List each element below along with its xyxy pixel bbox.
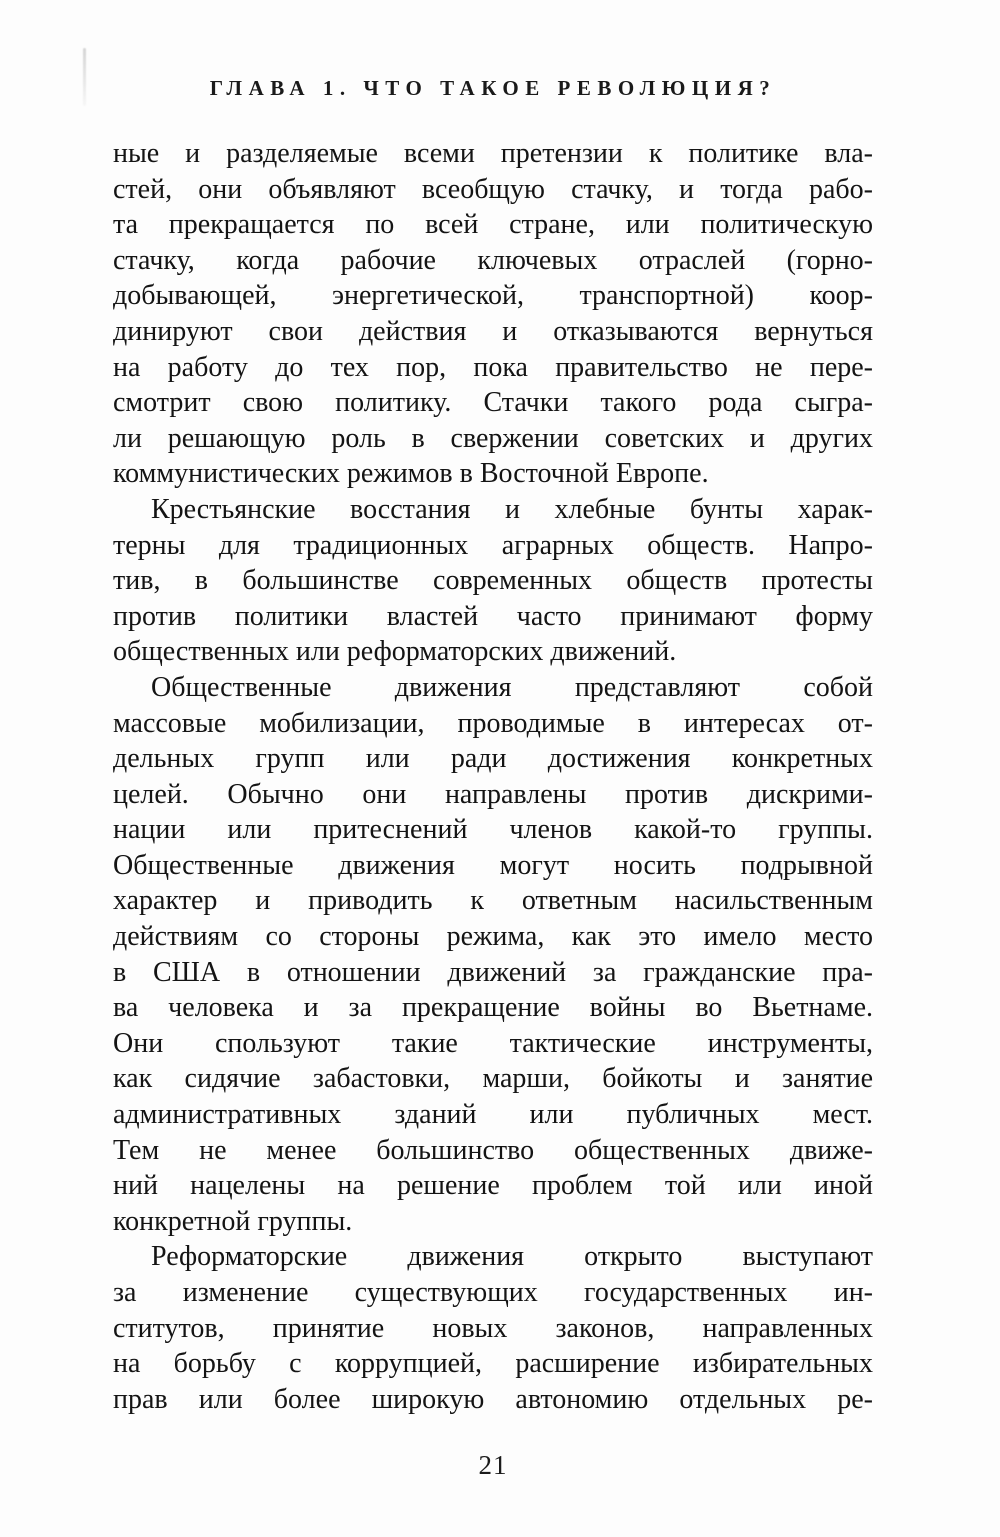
text-line: действиям со стороны режима, как это имело место (113, 921, 873, 953)
chapter-running-head: ГЛАВА 1. ЧТО ТАКОЕ РЕВОЛЮЦИЯ? (209, 76, 777, 100)
text-line: ли решающую роль в свержении советских и других (113, 422, 873, 454)
text-line: стей, они объявляют всеобщую стачку, и тогда рабо- (113, 173, 873, 205)
page-number: 21 (478, 1450, 508, 1480)
text-line: Общественные движения представляют собой (151, 671, 873, 703)
text-line: на работу до тех пор, пока правительство не пере- (113, 351, 873, 383)
text-line: ва человека и за прекращение войны во Вьетнаме. (113, 992, 873, 1024)
text-line: в США в отношении движений за гражданские пра- (113, 956, 873, 988)
text-line: Общественные движения могут носить подрывной (113, 849, 873, 881)
text-line: Крестьянские восстания и хлебные бунты харак- (151, 493, 873, 525)
text-line: ний нацелены на решение проблем той или иной (113, 1170, 873, 1202)
text-line: характер и приводить к ответным насильственным (113, 885, 873, 917)
text-line: Они спользуют такие тактические инструменты, (113, 1027, 873, 1059)
text-line: тив, в большинстве современных обществ протесты (113, 565, 873, 597)
text-line: добывающей, энергетической, транспортной) коор- (113, 280, 873, 312)
text-line: нации или притеснений членов какой-то группы. (113, 814, 873, 846)
text-line: коммунистических режимов в Восточной Европе. (113, 458, 709, 490)
text-line: та прекращается по всей стране, или политическую (113, 209, 873, 241)
text-line: против политики властей часто принимают форму (113, 600, 873, 632)
text-line: административных зданий или публичных мест. (113, 1099, 873, 1131)
scan-artifact-mark (83, 48, 86, 106)
text-line: ститутов, принятие новых законов, направленных (113, 1312, 873, 1344)
text-line: ные и разделяемые всеми претензии к политике вла- (113, 138, 873, 169)
text-line: общественных или реформаторских движений. (113, 636, 677, 668)
text-line: терны для традиционных аграрных обществ. Напро- (113, 529, 873, 561)
text-line: прав или более широкую автономию отдельных ре- (113, 1383, 873, 1415)
text-line: динируют свои действия и отказываются вернуться (113, 315, 873, 347)
text-line: Реформаторские движения открыто выступают (151, 1241, 873, 1273)
body-text-block (113, 136, 873, 1417)
text-line: конкретной группы. (113, 1205, 353, 1237)
text-line: за изменение существующих государственных ин- (113, 1277, 873, 1308)
text-line: Тем не менее большинство общественных движе- (113, 1134, 873, 1166)
text-line: стачку, когда рабочие ключевых отраслей (горно- (113, 244, 873, 276)
text-line: целей. Обычно они направлены против дискрими- (113, 778, 873, 810)
text-line: массовые мобилизации, проводимые в интересах от- (113, 707, 873, 739)
text-line: смотрит свою политику. Стачки такого рода сыгра- (113, 387, 873, 419)
text-line: на борьбу с коррупцией, расширение избирательных (113, 1348, 873, 1380)
text-line: как сидячие забастовки, марши, бойкоты и занятие (113, 1063, 873, 1095)
text-line: дельных групп или ради достижения конкретных (113, 743, 873, 775)
